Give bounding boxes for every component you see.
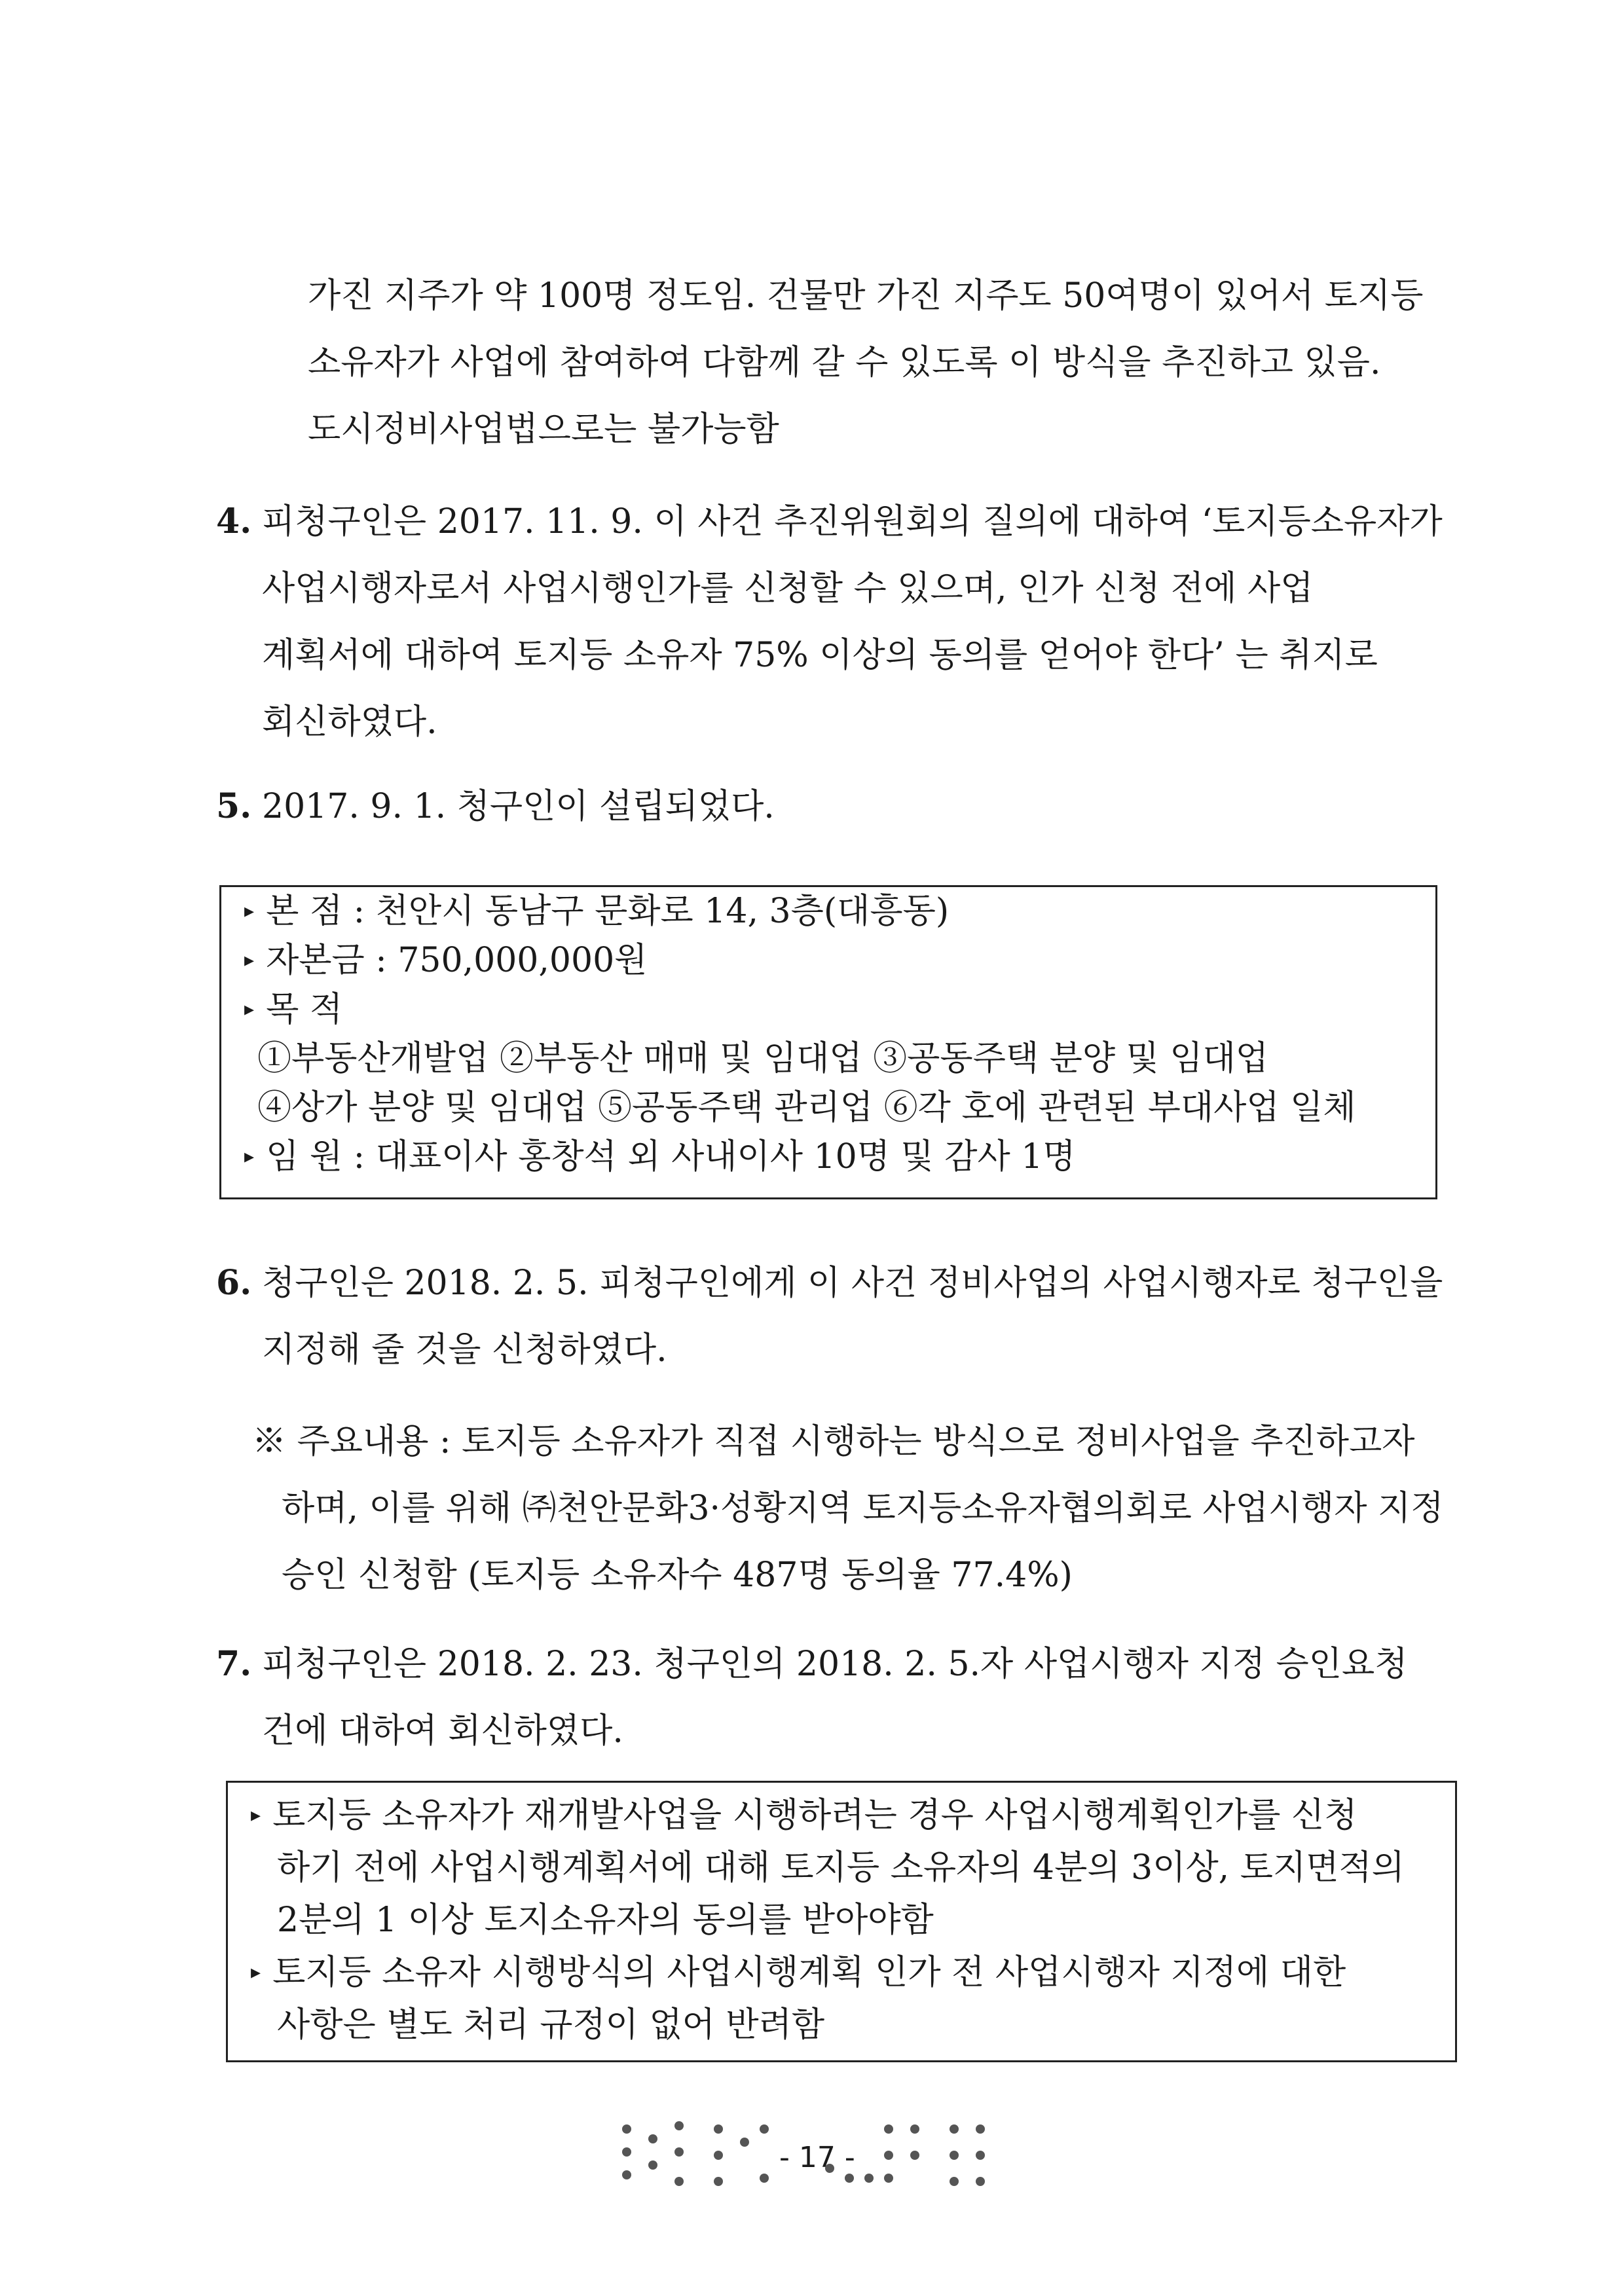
triangle-bullet-icon: ▸ (244, 997, 255, 1021)
text-line: 회신하였다. (262, 702, 437, 742)
note-line: 승인 신청함 (토지등 소유자수 487명 동의율 77.4%) (282, 1556, 1073, 1595)
paragraph-number: 4. (216, 501, 252, 541)
box-line (244, 989, 342, 1033)
box-line: 사항은 별도 처리 규정이 없어 반려함 (277, 2005, 825, 2045)
box-line (244, 1136, 1076, 1180)
text-line: 사업시행자로서 사업시행인가를 신청할 수 있으며, 인가 신청 전에 사업 (262, 569, 1314, 608)
paragraph-number: 5. (216, 786, 252, 826)
triangle-bullet-icon: ▸ (244, 899, 255, 922)
text-line: 계획서에 대하여 토지등 소유자 75% 이상의 동의를 얻어야 한다’ 는 취지로 (262, 636, 1378, 675)
company-info-box (219, 885, 1437, 1199)
text-line: 2017. 9. 1. 청구인이 설립되었다. (262, 787, 775, 826)
text-line: 청구인은 2018. 2. 5. 피청구인에게 이 사건 정비사업의 사업시행자로 청구인을 (262, 1264, 1443, 1303)
text-line: 피청구인은 2018. 2. 23. 청구인의 2018. 2. 5.자 사업시행자 지정 승인요청 (262, 1645, 1408, 1684)
text-line: 가진 지주가 약 100명 정도임. 건물만 가진 지주도 50여명이 있어서 토지등 (308, 276, 1424, 316)
purpose-line: ①부동산개발업 ②부동산 매매 및 임대업 ③공동주택 분양 및 임대업 (257, 1039, 1269, 1078)
triangle-bullet-icon: ▸ (251, 1803, 261, 1827)
reply-text: 토지등 소유자 시행방식의 사업시행계획 인가 전 사업시행자 지정에 대한 (272, 1953, 1346, 1992)
officers-text: 임 원 : 대표이사 홍창석 외 사내이사 10명 및 감사 1명 (266, 1137, 1076, 1176)
text-line: 지정해 줄 것을 신청하였다. (262, 1330, 667, 1370)
text-line: 건에 대하여 회신하였다. (262, 1711, 623, 1751)
paragraph-number: 7. (216, 1644, 252, 1684)
text-line: 도시정비사업법으로는 불가능함 (308, 410, 779, 449)
note-line: ※ 주요내용 : 토지등 소유자가 직접 시행하는 방식으로 정비사업을 추진하고자 (252, 1422, 1415, 1461)
capital-text: 자본금 : 750,000,000원 (266, 941, 648, 980)
reply-content-box (226, 1781, 1457, 2062)
headquarters-text: 본 점 : 천안시 동남구 문화로 14, 3층(대흥동) (266, 892, 950, 931)
box-line (251, 1795, 1357, 1839)
box-line: 2분의 1 이상 토지소유자의 동의를 받아야함 (277, 1901, 934, 1940)
text-line: 피청구인은 2017. 11. 9. 이 사건 추진위원회의 질의에 대하여 ‘토지등소유자가 (262, 502, 1443, 541)
triangle-bullet-icon: ▸ (244, 948, 255, 972)
text-line: 소유자가 사업에 참여하여 다함께 갈 수 있도록 이 방식을 추진하고 있음. (308, 343, 1381, 382)
note-line: 하며, 이를 위해 ㈜천안문화3·성황지역 토지등소유자협의회로 사업시행자 지정 (282, 1489, 1444, 1528)
box-line (244, 890, 949, 935)
paragraph-number: 6. (216, 1263, 252, 1303)
box-line: 하기 전에 사업시행계획서에 대해 토지등 소유자의 4분의 3이상, 토지면적의 (277, 1848, 1405, 1887)
box-line (244, 939, 647, 984)
reply-text: 토지등 소유자가 재개발사업을 시행하려는 경우 사업시행계획인가를 신청 (272, 1796, 1357, 1835)
triangle-bullet-icon: ▸ (251, 1960, 261, 1984)
purpose-line: ④상가 분양 및 임대업 ⑤공동주택 관리업 ⑥각 호에 관련된 부대사업 일체 (257, 1088, 1356, 1127)
page-number: - 17 - (779, 2141, 855, 2174)
box-line (251, 1952, 1346, 1996)
purpose-label: 목 적 (266, 990, 343, 1029)
triangle-bullet-icon: ▸ (244, 1144, 255, 1168)
